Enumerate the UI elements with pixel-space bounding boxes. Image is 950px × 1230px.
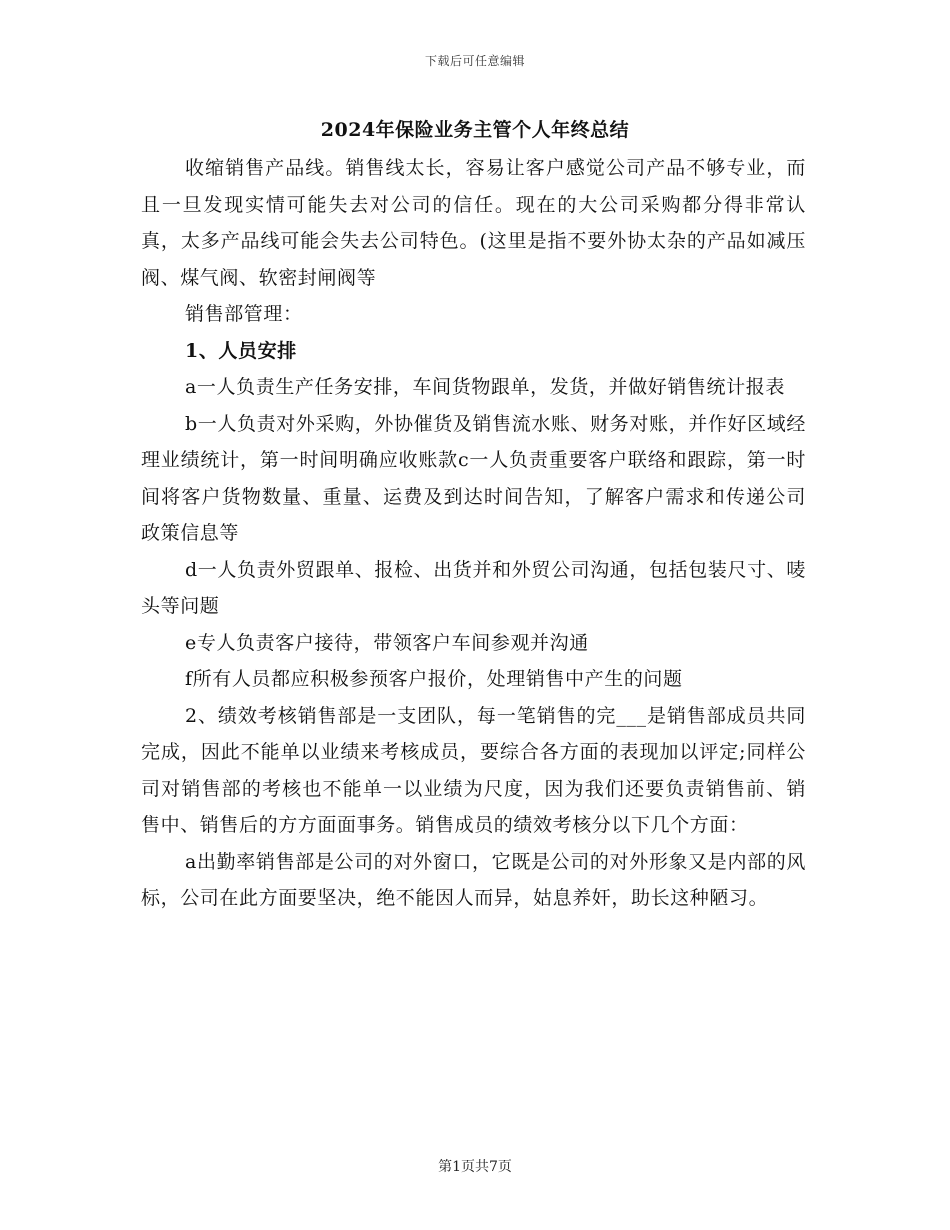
paragraph-item-d: d一人负责外贸跟单、报检、出货并和外贸公司沟通，包括包装尺寸、唛头等问题 xyxy=(141,558,806,617)
paragraph-item-b-c: b一人负责对外采购，外协催货及销售流水账、财务对账，并作好区域经理业绩统计，第一时间明确应收账款c一人负责重要客户联络和跟踪，第一时间将客户货物数量、重量、运费及到达时间告知，了解客户需求和传递公司政策信息等 xyxy=(141,412,806,544)
paragraph-item-a: a一人负责生产任务安排，车间货物跟单，发货，并做好销售统计报表 xyxy=(185,376,785,398)
paragraph-sales-management-heading: 销售部管理： xyxy=(185,303,303,325)
paragraph-item-e: e专人负责客户接待，带领客户车间参观并沟通 xyxy=(185,631,589,654)
page-number: 第1页共7页 xyxy=(438,1159,512,1175)
page-header-note: 下载后可任意编辑 xyxy=(424,54,525,68)
section-heading-staffing: 1、人员安排 xyxy=(185,339,297,362)
paragraph-product-line: 收缩销售产品线。销售线太长，容易让客户感觉公司产品不够专业，而且一旦发现实情可能失去对公司的信任。现在的大公司采购都分得非常认真，太多产品线可能会失去公司特色。(这里是指不要外协太杂的产品如减压阀、煤气阀、软密封闸阀等 xyxy=(141,157,806,289)
document-body xyxy=(141,150,806,917)
paragraph-attendance: a出勤率销售部是公司的对外窗口，它既是公司的对外形象又是内部的风标，公司在此方面要坚决，绝不能因人而异，姑息养奸，助长这种陋习。 xyxy=(141,850,806,909)
paragraph-item-f: f所有人员都应积极参预客户报价，处理销售中产生的问题 xyxy=(185,668,683,690)
paragraph-performance-review: 2、绩效考核销售部是一支团队，每一笔销售的完___是销售部成员共同完成，因此不能单以业绩来考核成员，要综合各方面的表现加以评定;同样公司对销售部的考核也不能单一以业绩为尺度，因为我们还要负责销售前、销售中、销售后的方方面面事务。销售成员的绩效考核分以下几个方面： xyxy=(141,704,806,836)
document-title: 2024年保险业务主管个人年终总结 xyxy=(320,119,630,141)
